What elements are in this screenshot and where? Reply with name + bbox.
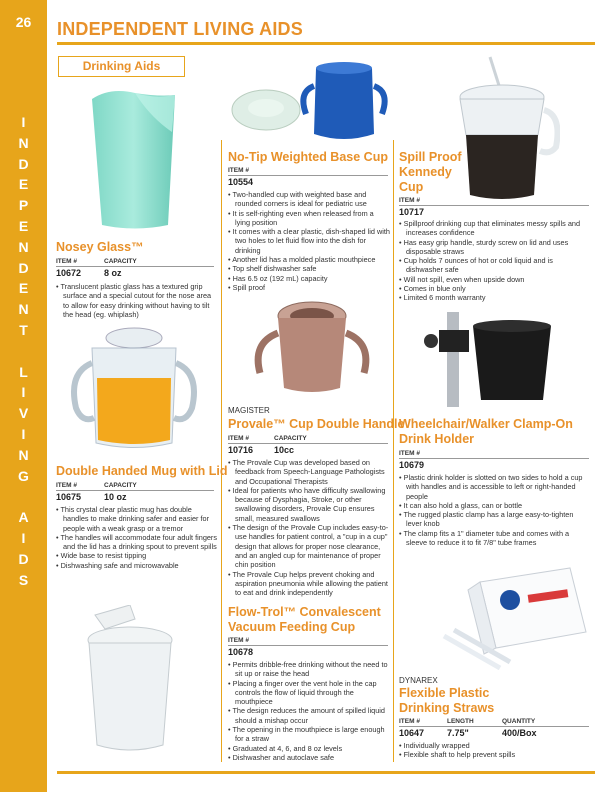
page-title: INDEPENDENT LIVING AIDS: [57, 19, 303, 39]
feature-item: • The clamp fits a 1" diameter tube and comes with a sleeve to reduce it to fit 7/8" tube frames: [399, 529, 591, 548]
feature-item: • The handles will accommodate four adult fingers and the lid has a drinking spout to prevent spills: [56, 533, 218, 552]
provale-title: Provale™ Cup Double Handle: [228, 417, 405, 431]
feature-item: • Dishwasher and autoclave safe: [228, 753, 390, 762]
feature-item: • It can also hold a glass, can or bottle: [399, 501, 591, 510]
double-handled-mug-image: [62, 318, 202, 453]
kennedy-item-head: ITEM #: [399, 197, 420, 204]
mug-features: [56, 505, 218, 570]
straws-length-head: LENGTH: [447, 718, 474, 725]
flow-trol-title: Flow-Trol™ Convalescent Vacuum Feeding Cup: [228, 605, 381, 634]
header-rule: [57, 42, 595, 45]
side-letter: I: [21, 384, 26, 401]
nosey-rule: [56, 266, 214, 267]
feature-item: • Plastic drink holder is slotted on two sides to hold a cup with handles and is accessible to left or right-handed people: [399, 473, 591, 501]
nosey-item-head: ITEM #: [56, 258, 77, 265]
straws-brand: DYNAREX: [399, 676, 438, 685]
feature-item: • The Provale Cup was developed based on feedback from Speech-Language Pathologists and Occupational Therapists: [228, 458, 390, 486]
provale-item-head: ITEM #: [228, 435, 249, 442]
feature-item: • Wide base to resist tipping: [56, 551, 218, 560]
feature-item: • The rugged plastic clamp has a large easy-to-tighten lever knob: [399, 510, 591, 529]
straws-quantity: 400/Box: [502, 728, 537, 738]
feature-item: • Translucent plastic glass has a textured grip surface and a special cutout for the nose area to allow for easy drinking without having to tilt the head (eg. whiplash): [56, 282, 218, 319]
mug-title: Double Handed Mug with Lid: [56, 464, 228, 478]
column-divider-left: [221, 140, 222, 762]
drink-holder-features: [399, 473, 591, 547]
feature-item: • Graduated at 4, 6, and 8 oz levels: [228, 744, 390, 753]
provale-features: [228, 458, 390, 597]
side-letter: V: [18, 405, 29, 422]
straws-quantity-head: QUANTITY: [502, 718, 536, 725]
side-letter: N: [18, 134, 29, 151]
feature-item: • Will not spill, even when upside down: [399, 275, 589, 284]
side-letter: D: [18, 155, 29, 172]
side-letter: I: [21, 529, 26, 546]
feature-item: • Comes in blue only: [399, 284, 589, 293]
feature-item: • Individually wrapped: [399, 741, 589, 750]
drink-holder-item-number: 10679: [399, 460, 425, 470]
side-letter: A: [18, 509, 29, 526]
kennedy-features: [399, 219, 589, 303]
nosey-capacity-head: CAPACITY: [104, 258, 137, 265]
nosey-glass-title: Nosey Glass™: [56, 240, 144, 254]
no-tip-title: No-Tip Weighted Base Cup: [228, 150, 388, 164]
kennedy-title: Spill Proof Kennedy Cup: [399, 150, 462, 194]
feature-item: • It comes with a clear plastic, dish-shaped lid with two holes to let fluid flow into the dish for drinking: [228, 227, 390, 255]
feature-item: • Has easy grip handle, sturdy screw on lid and uses disposable straws: [399, 238, 589, 257]
flow-trol-features: [228, 660, 390, 762]
side-letter: S: [18, 571, 29, 588]
feature-item: • The design of the Provale Cup includes easy-to-use handles for patient control, a "cup in a cup" design that allows for proper nose clearance, and an angled cup for maintenance of proper chin position: [228, 523, 390, 569]
straws-title: Flexible Plastic Drinking Straws: [399, 686, 495, 715]
side-letter: N: [18, 301, 29, 318]
feeding-cup-image: [75, 605, 190, 755]
straws-rule: [399, 726, 589, 727]
feature-item: • The design reduces the amount of spilled liquid should a mishap occur: [228, 706, 390, 725]
straws-item-number: 10647: [399, 728, 425, 738]
drink-holder-title: Wheelchair/Walker Clamp-On Drink Holder: [399, 417, 573, 446]
side-letter: I: [21, 114, 26, 130]
flow-trol-item-head: ITEM #: [228, 637, 249, 644]
feature-item: • Two-handled cup with weighted base and rounded corners is ideal for pediatric use: [228, 190, 390, 209]
side-letter: N: [18, 446, 29, 463]
feature-item: • Spill proof: [228, 283, 390, 292]
provale-rule: [228, 443, 388, 444]
no-tip-cup-image: [228, 62, 393, 147]
nosey-features: [56, 282, 218, 319]
feature-item: • It is self-righting even when released from a lying position: [228, 209, 390, 228]
feature-item: • The Provale Cup helps prevent choking and aspiration pneumonia while allowing the patient to eat and drink independently: [228, 570, 390, 598]
mug-capacity: 10 oz: [104, 492, 127, 502]
side-letter: [0, 341, 47, 362]
side-letter: P: [18, 197, 29, 214]
side-letter: L: [19, 363, 28, 380]
feature-item: • Permits dribble-free drinking without the need to sit up or raise the head: [228, 660, 390, 679]
feature-item: • Ideal for patients who have difficulty swallowing because of Dysphagia, Stroke, or other swallowing disorders, Provale Cup ensures small, measured swallows: [228, 486, 390, 523]
straws-length: 7.75": [447, 728, 469, 738]
column-divider-right: [393, 140, 394, 762]
drink-holder-item-head: ITEM #: [399, 450, 420, 457]
side-letter: E: [18, 176, 29, 193]
side-vertical-text: [0, 112, 47, 590]
feature-item: • Top shelf dishwasher safe: [228, 264, 390, 273]
side-letter: G: [18, 467, 29, 484]
drink-holder-image: [403, 312, 593, 407]
page-number: 26: [15, 14, 32, 30]
nosey-glass-image: [80, 87, 190, 232]
nosey-item-number: 10672: [56, 268, 82, 278]
feature-item: • Flexible shaft to help prevent spills: [399, 750, 589, 759]
feature-item: • Spillproof drinking cup that eliminates messy spills and increases confidence: [399, 219, 589, 238]
side-letter: I: [21, 425, 26, 442]
feature-item: • Placing a finger over the vent hole in the cap controls the flow of liquid through the mouthpiece: [228, 679, 390, 707]
feature-item: • Has 6.5 oz (192 mL) capacity: [228, 274, 390, 283]
provale-brand: MAGISTER: [228, 406, 270, 415]
section-label: Drinking Aids: [58, 56, 185, 77]
flow-trol-rule: [228, 645, 388, 646]
mug-rule: [56, 490, 214, 491]
side-letter: E: [18, 217, 29, 234]
no-tip-features: [228, 190, 390, 292]
nosey-capacity: 8 oz: [104, 268, 122, 278]
no-tip-item-number: 10554: [228, 177, 254, 187]
straws-features: [399, 741, 589, 760]
feature-item: • The opening in the mouthpiece is large enough for a straw: [228, 725, 390, 744]
mug-capacity-head: CAPACITY: [104, 482, 137, 489]
side-letter: D: [18, 259, 29, 276]
provale-capacity: 10cc: [274, 445, 295, 455]
flow-trol-item-number: 10678: [228, 647, 254, 657]
side-letter: D: [18, 550, 29, 567]
feature-item: • Limited 6 month warranty: [399, 293, 589, 302]
provale-cup-image: [242, 298, 382, 398]
no-tip-item-head: ITEM #: [228, 167, 249, 174]
feature-item: • Dishwashing safe and microwavable: [56, 561, 218, 570]
provale-capacity-head: CAPACITY: [274, 435, 307, 442]
feature-item: • Cup holds 7 ounces of hot or cold liquid and is dishwasher safe: [399, 256, 589, 275]
feature-item: • Another lid has a molded plastic mouthpiece: [228, 255, 390, 264]
mug-item-head: ITEM #: [56, 482, 77, 489]
feature-item: • This crystal clear plastic mug has double handles to make drinking safer and easier for people with a weak grasp or a tremor: [56, 505, 218, 533]
straws-item-head: ITEM #: [399, 718, 420, 725]
no-tip-rule: [228, 175, 388, 176]
side-letter: T: [19, 321, 28, 338]
footer-rule: [57, 771, 595, 774]
mug-item-number: 10675: [56, 492, 82, 502]
side-letter: [0, 486, 47, 507]
side-letter: E: [18, 280, 29, 297]
kennedy-item-number: 10717: [399, 207, 425, 217]
drink-holder-rule: [399, 458, 589, 459]
provale-item-number: 10716: [228, 445, 254, 455]
page-number-box: [0, 0, 47, 45]
side-letter: N: [18, 238, 29, 255]
straws-box-image: [440, 562, 590, 670]
kennedy-rule: [399, 205, 589, 206]
